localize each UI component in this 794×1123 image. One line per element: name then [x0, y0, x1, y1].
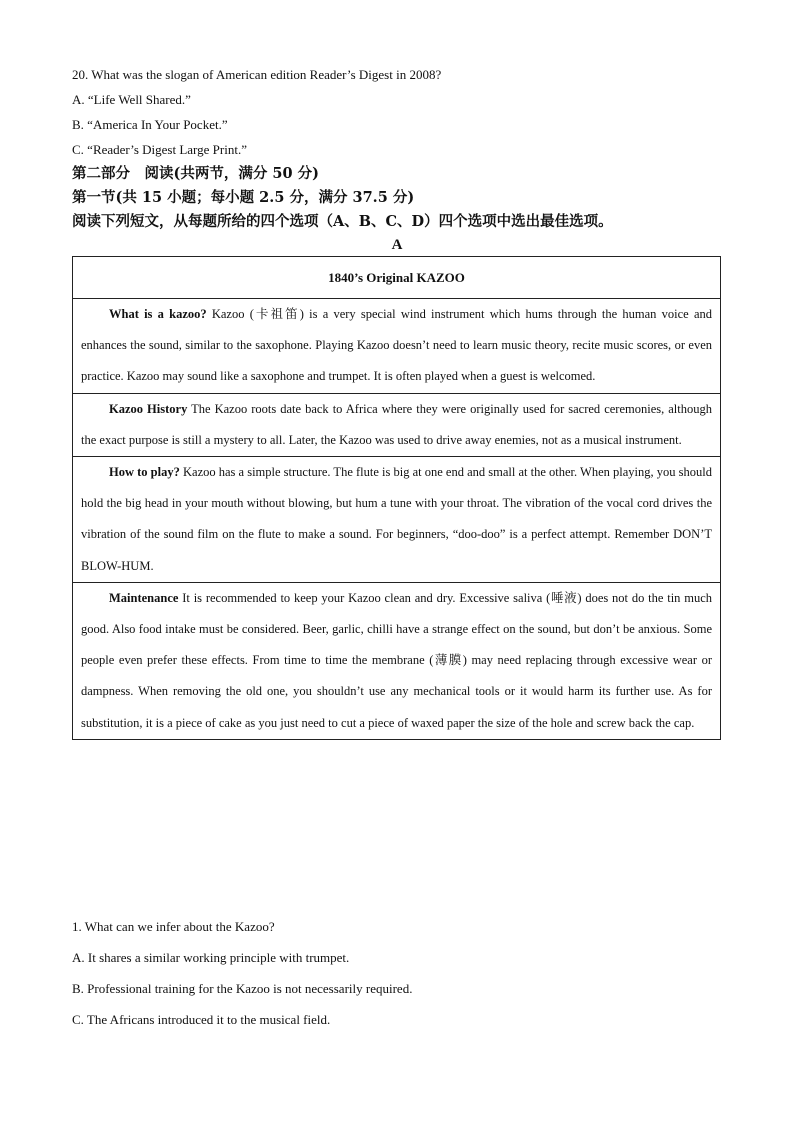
row-text: Kazoo (卡祖笛) is a very special wind instrument which hums through the human voice and enhances the sound, similar to the saxophone. Playing Kazoo doesn’t need to learn music theory, recite music scores, or even practice. Kazoo may sound like a saxophone and trumpet. It is often played when a guest is welcomed. [81, 307, 712, 384]
question-20-option-b: B. “America In Your Pocket.” [72, 117, 228, 132]
row-text: It is recommended to keep your Kazoo clean and dry. Excessive saliva (唾液) does not do the tin much good. Also food intake must be considered. Beer, garlic, chilli have a strange effect on the sound, but don’t be anxious. Some people even prefer these effects. From time to time the membrane (薄膜) may need replacing through excessive wear or dampness. When removing the old one, you shouldn’t use any mechanical tools or it would harm its further use. As for substitution, it is a piece of cake as you just need to cut a piece of waxed paper the size of the hole and screw back the cap. [81, 590, 712, 730]
row-text: The Kazoo roots date back to Africa where they were originally used for sacred ceremonies, although the exact purpose is still a mystery to all. Later, the Kazoo was used to drive away enemies, not as a musical instrument. [81, 401, 713, 447]
document-page [72, 62, 722, 740]
row-heading: Kazoo History [109, 401, 188, 416]
question-1-option-a: A. It shares a similar working principle with trumpet. [72, 950, 350, 965]
kazoo-table [72, 256, 721, 740]
table-row-what-is [73, 299, 721, 394]
question-20-option-a: A. “Life Well Shared.” [72, 92, 191, 107]
table-row-history [73, 393, 721, 456]
row-text: Kazoo has a simple structure. The flute is big at one end and small at the other. When playing, you should hold the big head in your mouth without blowing, but hum a tune with your throat. The vibration of the vocal cord drives the vibration of the sound film on the flute to make a sound. For beginners, “doo-doo” is a perfect attempt. Remember DON’T BLOW-HUM. [81, 465, 713, 573]
question-1: 1. What can we infer about the Kazoo? [72, 919, 275, 934]
question-20: 20. What was the slogan of American edition Reader’s Digest in 2008? [72, 67, 442, 82]
question-1-block [72, 911, 722, 1035]
table-row-maintenance [73, 582, 721, 739]
passage-letter: A [391, 237, 403, 253]
instruction: 阅读下列短文，从每题所给的四个选项（A、B、C、D）四个选项中选出最佳选项。 [72, 213, 613, 230]
question-20-option-c: C. “Reader’s Digest Large Print.” [72, 142, 247, 157]
row-heading: What is a kazoo? [109, 307, 207, 321]
row-heading: How to play? [109, 465, 180, 480]
part-heading: 第二部分 阅读(共两节，满分 50 分) [72, 165, 319, 182]
question-1-option-b: B. Professional training for the Kazoo is not necessarily required. [72, 981, 413, 996]
table-row-how-to-play [73, 457, 721, 583]
table-title: 1840’s Original KAZOO [73, 257, 721, 299]
question-1-option-c: C. The Africans introduced it to the musical field. [72, 1012, 331, 1027]
sub-heading: 第一节(共 15 小题；每小题 2.5 分，满分 37.5 分) [72, 189, 415, 206]
row-heading: Maintenance [109, 590, 179, 605]
